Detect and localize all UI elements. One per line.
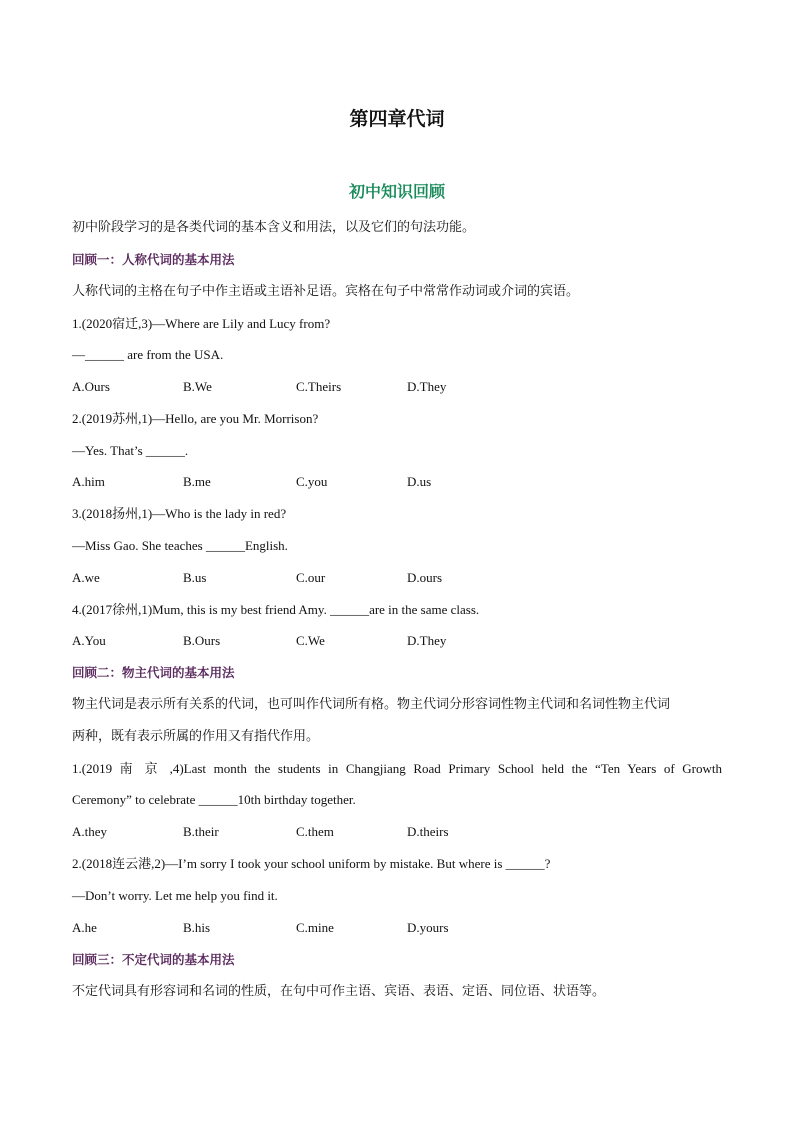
chapter-title: 第四章代词 (349, 108, 445, 130)
question-line: 4.(2017徐州,1)Mum, this is my best friend Amy. ______are in the same class. (72, 602, 480, 617)
review-desc-1: 人称代词的主格在句子中作主语或主语补足语。宾格在句子中常常作动词或介词的宾语。 (72, 284, 580, 299)
review-desc-2: 两种，既有表示所属的作用又有指代作用。 (72, 729, 320, 744)
option-b: B.us (183, 570, 207, 585)
option-d: D.They (407, 379, 447, 394)
option-c: C.you (296, 474, 328, 489)
question-line: 3.(2018扬州,1)—Who is the lady in red? (72, 506, 287, 521)
option-b: B.me (183, 474, 211, 489)
option-a: A.Ours (72, 379, 110, 394)
question-line: Ceremony” to celebrate ______10th birthday together. (72, 792, 356, 807)
option-b: B.his (183, 920, 211, 935)
option-c: C.our (296, 570, 326, 585)
option-c: C.mine (296, 920, 334, 935)
option-d: D.They (407, 633, 447, 648)
option-a: A.they (72, 824, 108, 839)
option-b: B.their (183, 824, 219, 839)
option-d: D.us (407, 474, 432, 489)
question-line: 2.(2019苏州,1)—Hello, are you Mr. Morrison? (72, 411, 319, 426)
option-a: A.we (72, 570, 100, 585)
option-b: B.We (183, 379, 212, 394)
option-c: C.Theirs (296, 379, 342, 394)
review-desc-2: 物主代词是表示所有关系的代词，也可叫作代词所有格。物主代词分形容词性物主代词和名词性物主代词 (72, 697, 671, 712)
question-line: 1.(2020宿迁,3)—Where are Lily and Lucy from? (72, 316, 331, 331)
review-heading-1: 回顾一：人称代词的基本用法 (72, 252, 235, 267)
question-line: —Don’t worry. Let me help you find it. (72, 888, 278, 903)
option-d: D.yours (407, 920, 449, 935)
question-line: —Yes. That’s ______. (72, 443, 189, 458)
option-d: D.ours (407, 570, 443, 585)
question-line: 1.(2019 南 京 ,4)Last month the students in Changjiang Road Primary School held the “Ten Years of Growth (72, 761, 722, 776)
option-d: D.theirs (407, 824, 449, 839)
option-b: B.Ours (183, 633, 221, 648)
intro-text: 初中阶段学习的是各类代词的基本含义和用法，以及它们的句法功能。 (72, 220, 476, 235)
option-c: C.them (296, 824, 334, 839)
review-desc-3: 不定代词具有形容词和名词的性质，在句中可作主语、宾语、表语、定语、同位语、状语等。 (72, 984, 606, 999)
option-a: A.You (72, 633, 106, 648)
option-c: C.We (296, 633, 325, 648)
option-a: A.he (72, 920, 97, 935)
option-a: A.him (72, 474, 105, 489)
review-heading-3: 回顾三：不定代词的基本用法 (72, 952, 235, 967)
question-line: —Miss Gao. She teaches ______English. (72, 538, 288, 553)
review-heading-2: 回顾二：物主代词的基本用法 (72, 665, 235, 680)
section-subtitle: 初中知识回顾 (348, 182, 445, 201)
question-line: —______ are from the USA. (72, 347, 224, 362)
question-line: 2.(2018连云港,2)—I’m sorry I took your school uniform by mistake. But where is ______? (72, 856, 551, 871)
